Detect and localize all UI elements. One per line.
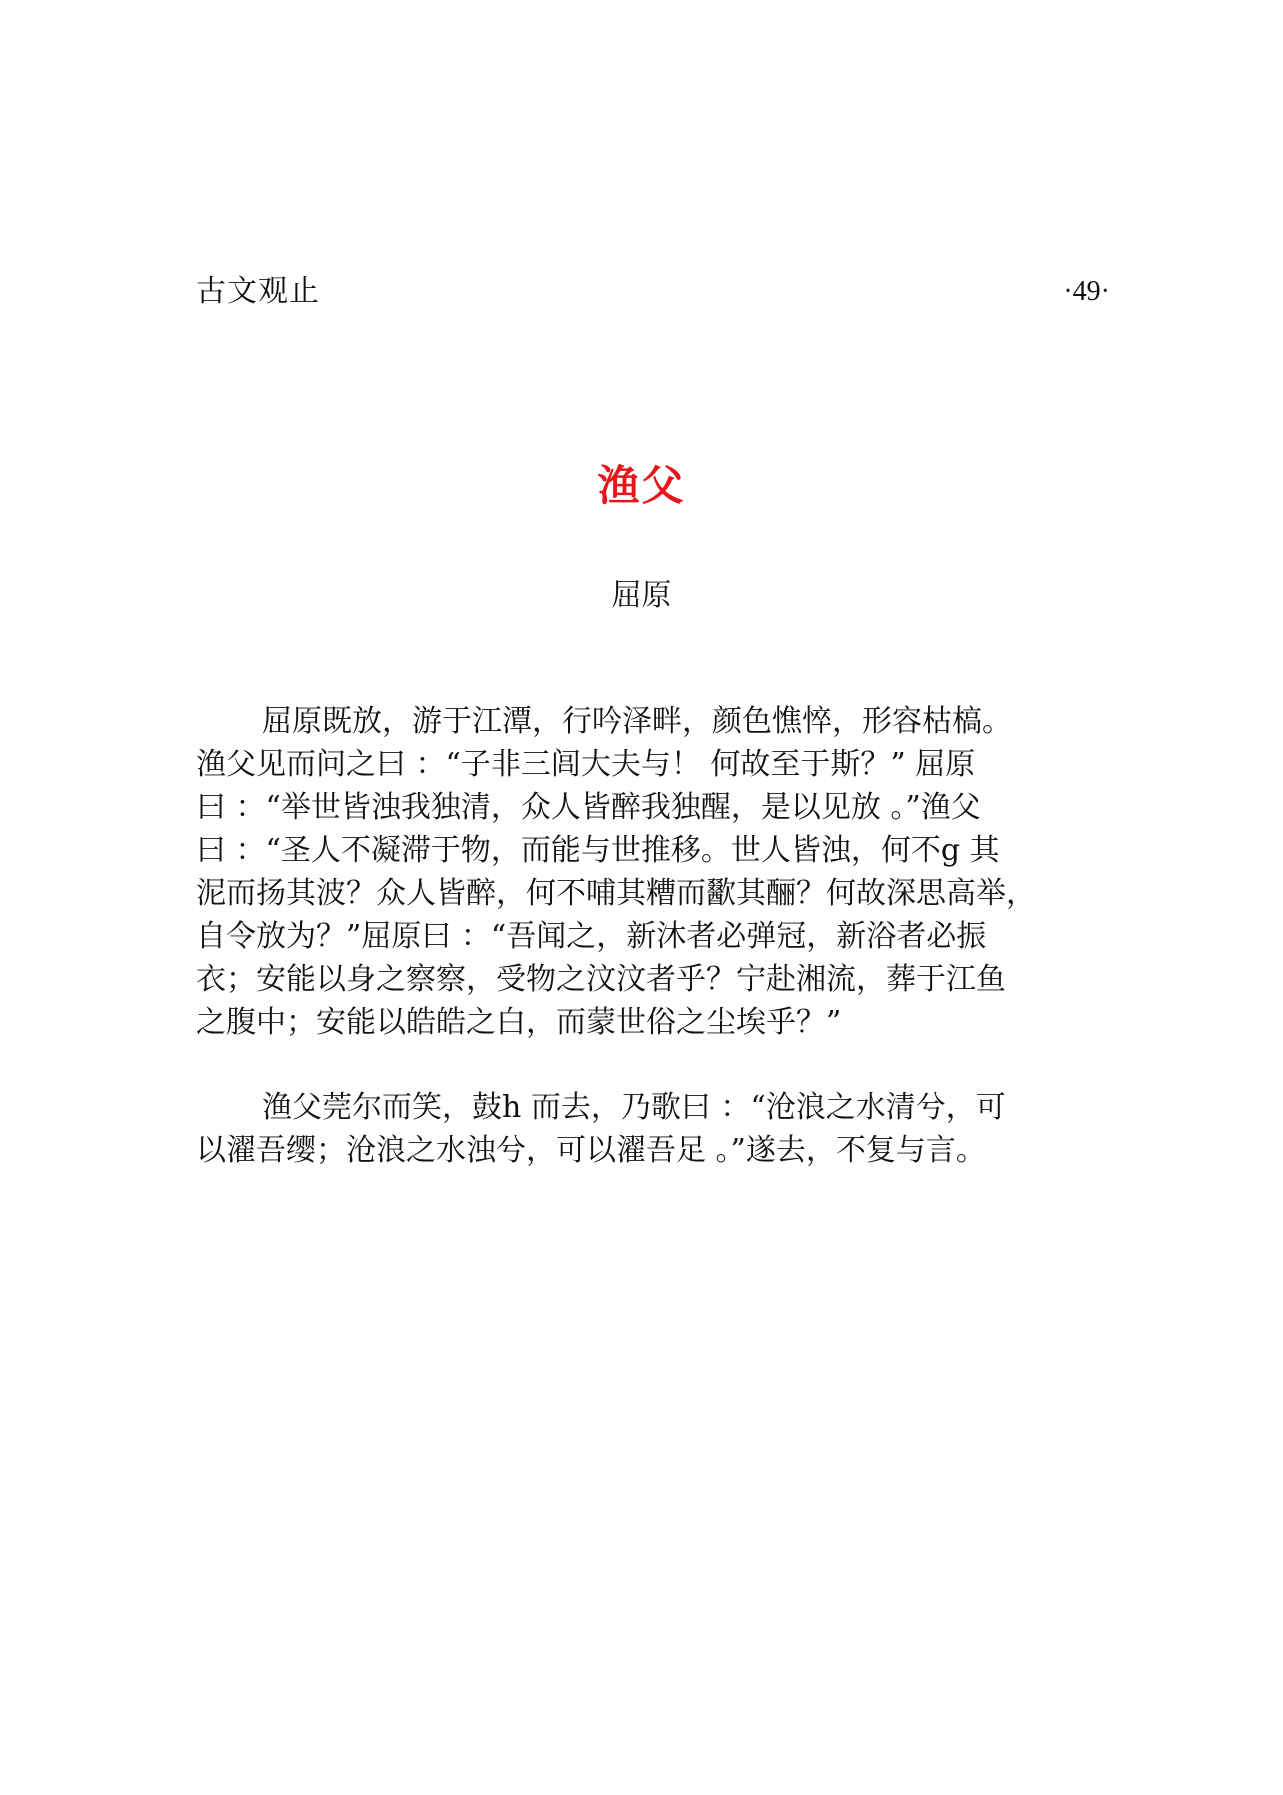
article-author: 屈原: [611, 578, 672, 613]
text-line: 渔父莞尔而笑，鼓h 而去，乃歌曰 ：“沧浪之水清兮，可: [262, 1090, 1006, 1125]
text-line: 之腹中；安能以皓皓之白，而蒙世俗之尘埃乎？”: [196, 1005, 842, 1040]
text-line: 曰 ：“举世皆浊我独清，众人皆醉我独醒，是以见放 。”渔父: [196, 790, 981, 825]
page-number: ·49·: [1063, 276, 1110, 307]
paragraph-2: [196, 1086, 1096, 1172]
paragraph-1: [196, 700, 1096, 1044]
text-line: 曰 ：“圣人不凝滞于物，而能与世推移。世人皆浊，何不g 其: [196, 833, 1000, 868]
text-line: 衣；安能以身之察察，受物之汶汶者乎？宁赴湘流，葬于江鱼: [196, 962, 1006, 997]
text-line: 泥而扬其波？众人皆醉，何不哺其糟而歠其酾？何故深思高举，: [196, 876, 1036, 911]
text-line: 渔父见而问之曰 ：“子非三闾大夫与！ 何故至于斯？” 屈原: [196, 747, 976, 782]
article-title: 渔父: [597, 461, 686, 510]
text-line: 屈原既放，游于江潭，行吟泽畔，颜色憔悴，形容枯槁。: [262, 704, 1012, 739]
book-title: 古文观止: [196, 274, 320, 309]
text-line: 自令放为？”屈原曰 ：“吾闻之，新沐者必弹冠，新浴者必振: [196, 919, 987, 954]
text-line: 以濯吾缨；沧浪之水浊兮，可以濯吾足 。”遂去，不复与言。: [196, 1133, 986, 1168]
